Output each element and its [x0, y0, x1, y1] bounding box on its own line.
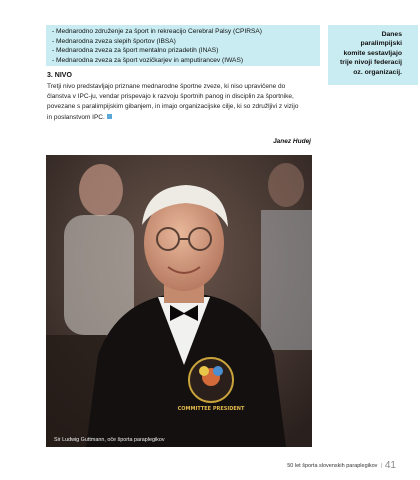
footer-separator: |: [380, 463, 382, 469]
footer-title: 50 let športa slovenskih paraplegikov: [287, 463, 378, 469]
list-item: - Mednarodna zveza za šport vozičkarjev in amputirancev (IWAS): [52, 57, 244, 65]
sidebar-note-line: oz. organizacij.: [353, 68, 402, 76]
paragraph-line: Tretji nivo predstavljajo priznane mednarodne športne zveze, ki niso upravičene do: [47, 83, 286, 90]
end-of-article-mark: [107, 114, 112, 119]
section-paragraph: [47, 82, 313, 123]
sidebar-note-line: trije nivoji federacij: [340, 59, 402, 67]
sidebar-note-line: paralimpijski: [360, 40, 402, 48]
author-name: Janez Hudej: [273, 138, 311, 145]
list-item: - Mednarodna zveza slepih športov (IBSA): [52, 37, 176, 45]
page-number: 41: [384, 460, 396, 471]
section-heading: 3. NIVO: [47, 72, 72, 79]
photo-caption: Sir Ludwig Guttmann, oče športa paraplegikov: [54, 437, 165, 443]
sidebar-note-line: Danes: [381, 31, 402, 38]
paragraph-line: [47, 113, 313, 123]
portrait-illustration: [46, 155, 312, 447]
paragraph-line: članstva v IPC-ju, vendar prispevajo k razvoju športnih panog in disciplin za športnike,: [47, 93, 294, 101]
badge-label: COMMITTEE PRESIDENT: [177, 406, 245, 412]
page-footer: [287, 460, 396, 471]
sidebar-note: [330, 30, 402, 77]
paragraph-line-text: in poslanstvom IPC.: [47, 113, 105, 121]
paragraph-line: povezane s paralimpijskim gibanjem, in imajo organizacijske cilje, ki so združljivi z vizijo: [47, 103, 299, 111]
list-item: - Mednarodno združenje za šport in rekreacijo Cerebral Palsy (CPIRSA): [52, 28, 262, 35]
portrait-photo: [46, 155, 312, 447]
list-item: - Mednarodna zveza za šport mentalno prizadetih (INAS): [52, 47, 219, 55]
federation-list: [52, 27, 262, 66]
sidebar-note-line: komite sestavljajo: [343, 49, 402, 57]
